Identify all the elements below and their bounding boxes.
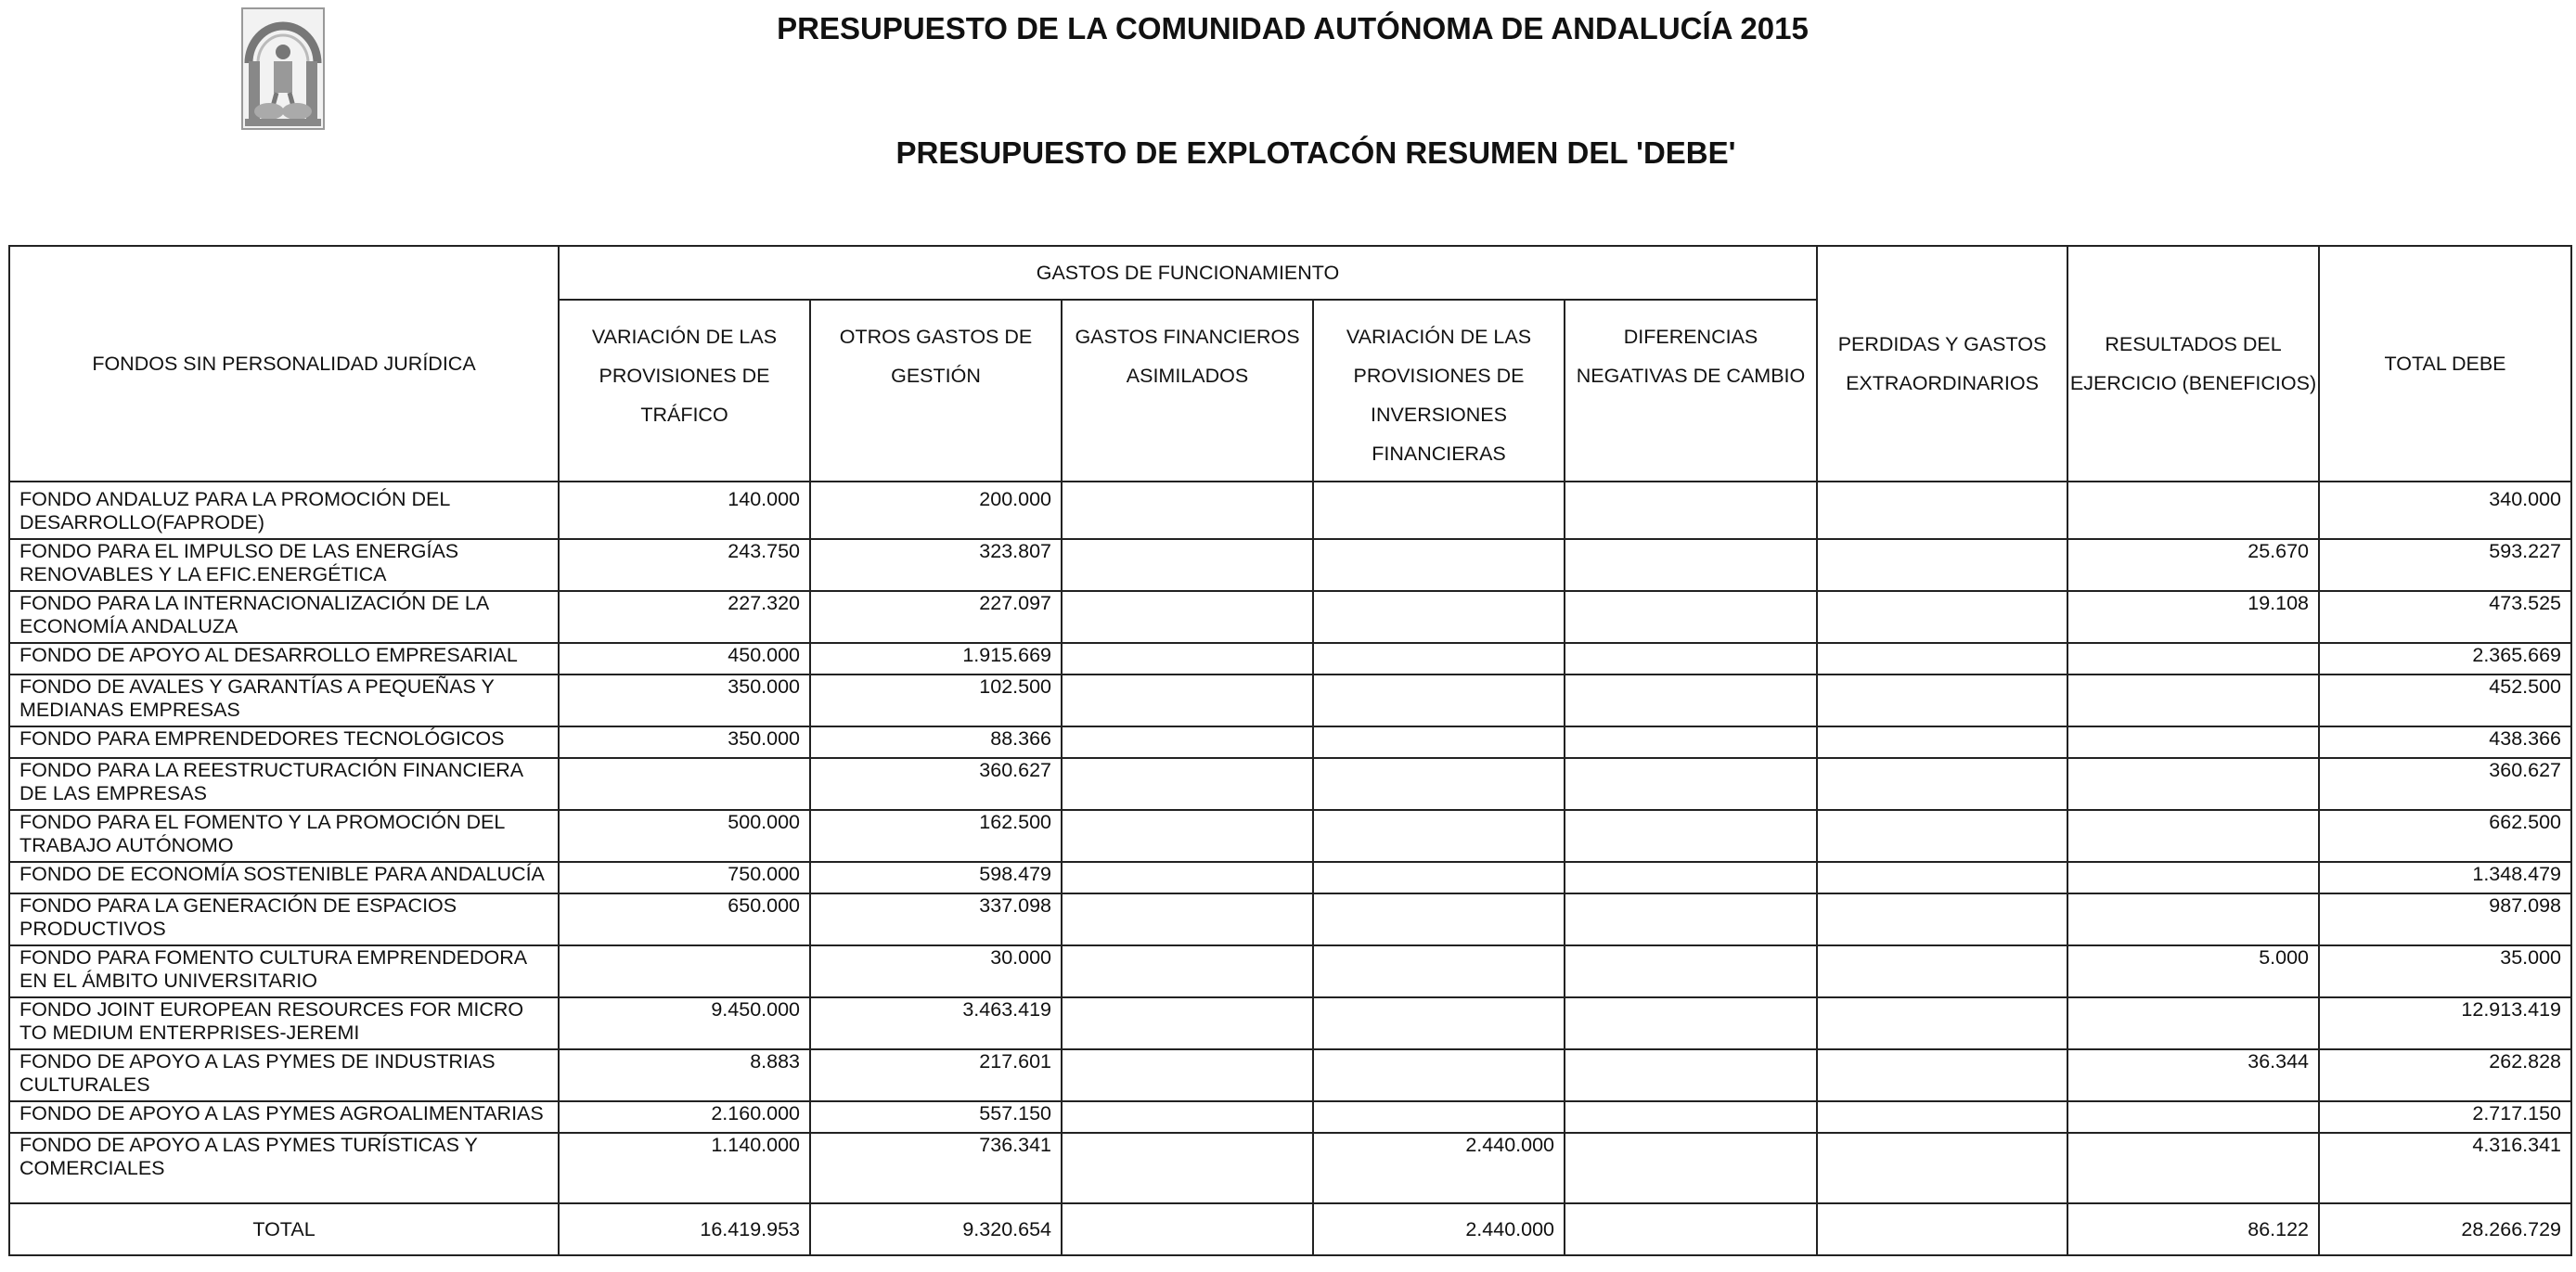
cell-resultados: [2067, 1101, 2319, 1133]
cell-var-prov-trafico: [559, 945, 810, 997]
cell-var-prov-trafico: 500.000: [559, 810, 810, 862]
cell-diferencias: [1565, 643, 1817, 675]
cell-otros-gastos: 88.366: [810, 726, 1062, 758]
cell-diferencias: [1565, 591, 1817, 643]
cell-diferencias: [1565, 1133, 1817, 1203]
row-entity-name: FONDO PARA FOMENTO CULTURA EMPRENDEDORA EN EL ÁMBITO UNIVERSITARIO: [9, 945, 559, 997]
cell-diferencias: [1565, 862, 1817, 893]
cell-var-prov-inversiones: [1313, 482, 1565, 539]
row-entity-name: FONDO ANDALUZ PARA LA PROMOCIÓN DEL DESARROLLO(FAPRODE): [9, 482, 559, 539]
cell-var-prov-inversiones: [1313, 810, 1565, 862]
cell-var-prov-inversiones: [1313, 726, 1565, 758]
totals-label: TOTAL: [9, 1203, 559, 1255]
cell-perdidas: [1817, 726, 2067, 758]
cell-perdidas: [1817, 758, 2067, 810]
cell-perdidas: [1817, 862, 2067, 893]
cell-var-prov-inversiones: [1313, 591, 1565, 643]
cell-var-prov-inversiones: [1313, 997, 1565, 1049]
cell-otros-gastos: 337.098: [810, 893, 1062, 945]
col-header-resultados: RESULTADOS DEL EJERCICIO (BENEFICIOS): [2067, 246, 2319, 482]
row-entity-name: FONDO DE APOYO AL DESARROLLO EMPRESARIAL: [9, 643, 559, 675]
cell-resultados: [2067, 643, 2319, 675]
cell-gastos-financieros: [1062, 758, 1313, 810]
cell-resultados: 19.108: [2067, 591, 2319, 643]
total-cell-resultados: 86.122: [2067, 1203, 2319, 1255]
cell-otros-gastos: 200.000: [810, 482, 1062, 539]
cell-var-prov-inversiones: [1313, 862, 1565, 893]
cell-resultados: [2067, 1133, 2319, 1203]
cell-resultados: [2067, 675, 2319, 726]
cell-perdidas: [1817, 810, 2067, 862]
cell-resultados: [2067, 758, 2319, 810]
row-entity-name: FONDO JOINT EUROPEAN RESOURCES FOR MICRO TO MEDIUM ENTERPRISES-JEREMI: [9, 997, 559, 1049]
cell-otros-gastos: 102.500: [810, 675, 1062, 726]
table-row: [9, 810, 2571, 862]
cell-diferencias: [1565, 675, 1817, 726]
cell-var-prov-inversiones: 2.440.000: [1313, 1133, 1565, 1203]
cell-perdidas: [1817, 1101, 2067, 1133]
budget-table: [8, 245, 2572, 1256]
cell-total-debe: 340.000: [2319, 482, 2571, 539]
total-cell-gastos-financieros: [1062, 1203, 1313, 1255]
cell-total-debe: 4.316.341: [2319, 1133, 2571, 1203]
table-row: [9, 675, 2571, 726]
cell-resultados: [2067, 893, 2319, 945]
cell-otros-gastos: 323.807: [810, 539, 1062, 591]
cell-total-debe: 987.098: [2319, 893, 2571, 945]
cell-gastos-financieros: [1062, 1101, 1313, 1133]
cell-total-debe: 1.348.479: [2319, 862, 2571, 893]
table-row: [9, 1133, 2571, 1203]
table-row: [9, 726, 2571, 758]
cell-otros-gastos: 557.150: [810, 1101, 1062, 1133]
table-row: [9, 893, 2571, 945]
table-row: [9, 758, 2571, 810]
total-cell-var-prov-trafico: 16.419.953: [559, 1203, 810, 1255]
row-entity-name: FONDO DE APOYO A LAS PYMES DE INDUSTRIAS CULTURALES: [9, 1049, 559, 1101]
totals-row: [9, 1203, 2571, 1255]
cell-var-prov-inversiones: [1313, 539, 1565, 591]
cell-var-prov-trafico: 243.750: [559, 539, 810, 591]
cell-resultados: [2067, 810, 2319, 862]
cell-gastos-financieros: [1062, 1049, 1313, 1101]
cell-var-prov-inversiones: [1313, 675, 1565, 726]
cell-gastos-financieros: [1062, 1133, 1313, 1203]
cell-perdidas: [1817, 1049, 2067, 1101]
cell-otros-gastos: 227.097: [810, 591, 1062, 643]
table-row: [9, 539, 2571, 591]
table-row: [9, 862, 2571, 893]
total-cell-perdidas: [1817, 1203, 2067, 1255]
cell-resultados: [2067, 997, 2319, 1049]
cell-total-debe: 452.500: [2319, 675, 2571, 726]
table-row: [9, 591, 2571, 643]
cell-var-prov-inversiones: [1313, 1049, 1565, 1101]
col-header-var-prov-trafico: VARIACIÓN DE LAS PROVISIONES DE TRÁFICO: [559, 300, 810, 482]
cell-resultados: 5.000: [2067, 945, 2319, 997]
cell-var-prov-trafico: 9.450.000: [559, 997, 810, 1049]
cell-gastos-financieros: [1062, 945, 1313, 997]
cell-gastos-financieros: [1062, 893, 1313, 945]
cell-diferencias: [1565, 997, 1817, 1049]
cell-var-prov-inversiones: [1313, 1101, 1565, 1133]
cell-var-prov-inversiones: [1313, 758, 1565, 810]
cell-perdidas: [1817, 675, 2067, 726]
cell-otros-gastos: 217.601: [810, 1049, 1062, 1101]
cell-var-prov-trafico: 650.000: [559, 893, 810, 945]
cell-gastos-financieros: [1062, 539, 1313, 591]
cell-perdidas: [1817, 643, 2067, 675]
cell-otros-gastos: 3.463.419: [810, 997, 1062, 1049]
cell-var-prov-inversiones: [1313, 945, 1565, 997]
total-cell-total-debe: 28.266.729: [2319, 1203, 2571, 1255]
cell-var-prov-trafico: 350.000: [559, 726, 810, 758]
cell-var-prov-inversiones: [1313, 643, 1565, 675]
cell-resultados: [2067, 726, 2319, 758]
total-cell-var-prov-inversiones: 2.440.000: [1313, 1203, 1565, 1255]
total-cell-diferencias: [1565, 1203, 1817, 1255]
cell-gastos-financieros: [1062, 591, 1313, 643]
cell-total-debe: 12.913.419: [2319, 997, 2571, 1049]
cell-perdidas: [1817, 945, 2067, 997]
table-row: [9, 997, 2571, 1049]
cell-total-debe: 593.227: [2319, 539, 2571, 591]
cell-otros-gastos: 30.000: [810, 945, 1062, 997]
table-row: [9, 1049, 2571, 1101]
cell-otros-gastos: 736.341: [810, 1133, 1062, 1203]
col-header-gastos-financieros: GASTOS FINANCIEROS ASIMILADOS: [1062, 300, 1313, 482]
cell-diferencias: [1565, 945, 1817, 997]
cell-var-prov-inversiones: [1313, 893, 1565, 945]
table-row: [9, 945, 2571, 997]
cell-gastos-financieros: [1062, 997, 1313, 1049]
row-entity-name: FONDO PARA LA REESTRUCTURACIÓN FINANCIERA DE LAS EMPRESAS: [9, 758, 559, 810]
cell-diferencias: [1565, 893, 1817, 945]
cell-otros-gastos: 162.500: [810, 810, 1062, 862]
row-entity-name: FONDO PARA EL IMPULSO DE LAS ENERGÍAS RENOVABLES Y LA EFIC.ENERGÉTICA: [9, 539, 559, 591]
total-cell-otros-gastos: 9.320.654: [810, 1203, 1062, 1255]
cell-resultados: 36.344: [2067, 1049, 2319, 1101]
cell-perdidas: [1817, 539, 2067, 591]
cell-total-debe: 360.627: [2319, 758, 2571, 810]
col-header-total-debe: TOTAL DEBE: [2319, 246, 2571, 482]
cell-perdidas: [1817, 591, 2067, 643]
cell-resultados: 25.670: [2067, 539, 2319, 591]
table-row: [9, 643, 2571, 675]
cell-gastos-financieros: [1062, 643, 1313, 675]
cell-diferencias: [1565, 539, 1817, 591]
cell-var-prov-trafico: 1.140.000: [559, 1133, 810, 1203]
col-header-perdidas: PERDIDAS Y GASTOS EXTRAORDINARIOS: [1817, 246, 2067, 482]
cell-diferencias: [1565, 1101, 1817, 1133]
row-entity-name: FONDO DE AVALES Y GARANTÍAS A PEQUEÑAS Y MEDIANAS EMPRESAS: [9, 675, 559, 726]
cell-resultados: [2067, 862, 2319, 893]
row-entity-name: FONDO PARA LA INTERNACIONALIZACIÓN DE LA ECONOMÍA ANDALUZA: [9, 591, 559, 643]
table-row: [9, 1101, 2571, 1133]
row-entity-name: FONDO DE APOYO A LAS PYMES AGROALIMENTARIAS: [9, 1101, 559, 1133]
cell-var-prov-trafico: 227.320: [559, 591, 810, 643]
cell-perdidas: [1817, 997, 2067, 1049]
row-entity-name: FONDO PARA EMPRENDEDORES TECNOLÓGICOS: [9, 726, 559, 758]
cell-perdidas: [1817, 893, 2067, 945]
cell-gastos-financieros: [1062, 675, 1313, 726]
cell-var-prov-trafico: 450.000: [559, 643, 810, 675]
cell-total-debe: 35.000: [2319, 945, 2571, 997]
cell-perdidas: [1817, 482, 2067, 539]
cell-resultados: [2067, 482, 2319, 539]
cell-gastos-financieros: [1062, 482, 1313, 539]
cell-var-prov-trafico: [559, 758, 810, 810]
cell-gastos-financieros: [1062, 810, 1313, 862]
cell-var-prov-trafico: 750.000: [559, 862, 810, 893]
row-entity-name: FONDO DE APOYO A LAS PYMES TURÍSTICAS Y COMERCIALES: [9, 1133, 559, 1203]
cell-total-debe: 662.500: [2319, 810, 2571, 862]
cell-diferencias: [1565, 758, 1817, 810]
row-entity-name: FONDO PARA EL FOMENTO Y LA PROMOCIÓN DEL TRABAJO AUTÓNOMO: [9, 810, 559, 862]
document-subtitle: PRESUPUESTO DE EXPLOTACÓN RESUMEN DEL 'DEBE': [895, 135, 1736, 170]
cell-total-debe: 262.828: [2319, 1049, 2571, 1101]
row-entity-name: FONDO PARA LA GENERACIÓN DE ESPACIOS PRODUCTIVOS: [9, 893, 559, 945]
cell-var-prov-trafico: 350.000: [559, 675, 810, 726]
cell-otros-gastos: 360.627: [810, 758, 1062, 810]
cell-diferencias: [1565, 810, 1817, 862]
table-body: [9, 482, 2571, 1203]
row-entity-name: FONDO DE ECONOMÍA SOSTENIBLE PARA ANDALUCÍA: [9, 862, 559, 893]
table-row: [9, 482, 2571, 539]
cell-total-debe: 473.525: [2319, 591, 2571, 643]
cell-otros-gastos: 1.915.669: [810, 643, 1062, 675]
cell-diferencias: [1565, 726, 1817, 758]
cell-total-debe: 2.365.669: [2319, 643, 2571, 675]
cell-var-prov-trafico: 140.000: [559, 482, 810, 539]
col-header-diferencias: DIFERENCIAS NEGATIVAS DE CAMBIO: [1565, 300, 1817, 482]
col-group-gastos-funcionamiento: GASTOS DE FUNCIONAMIENTO: [559, 246, 1817, 300]
col-header-var-prov-inversiones: VARIACIÓN DE LAS PROVISIONES DE INVERSIONES FINANCIERAS: [1313, 300, 1565, 482]
cell-gastos-financieros: [1062, 862, 1313, 893]
cell-var-prov-trafico: 2.160.000: [559, 1101, 810, 1133]
cell-otros-gastos: 598.479: [810, 862, 1062, 893]
cell-diferencias: [1565, 1049, 1817, 1101]
col-header-entity: FONDOS SIN PERSONALIDAD JURÍDICA: [9, 246, 559, 482]
cell-diferencias: [1565, 482, 1817, 539]
document-title: PRESUPUESTO DE LA COMUNIDAD AUTÓNOMA DE ANDALUCÍA 2015: [777, 11, 1809, 45]
cell-var-prov-trafico: 8.883: [559, 1049, 810, 1101]
col-header-otros-gastos: OTROS GASTOS DE GESTIÓN: [810, 300, 1062, 482]
cell-perdidas: [1817, 1133, 2067, 1203]
cell-gastos-financieros: [1062, 726, 1313, 758]
cell-total-debe: 2.717.150: [2319, 1101, 2571, 1133]
cell-total-debe: 438.366: [2319, 726, 2571, 758]
